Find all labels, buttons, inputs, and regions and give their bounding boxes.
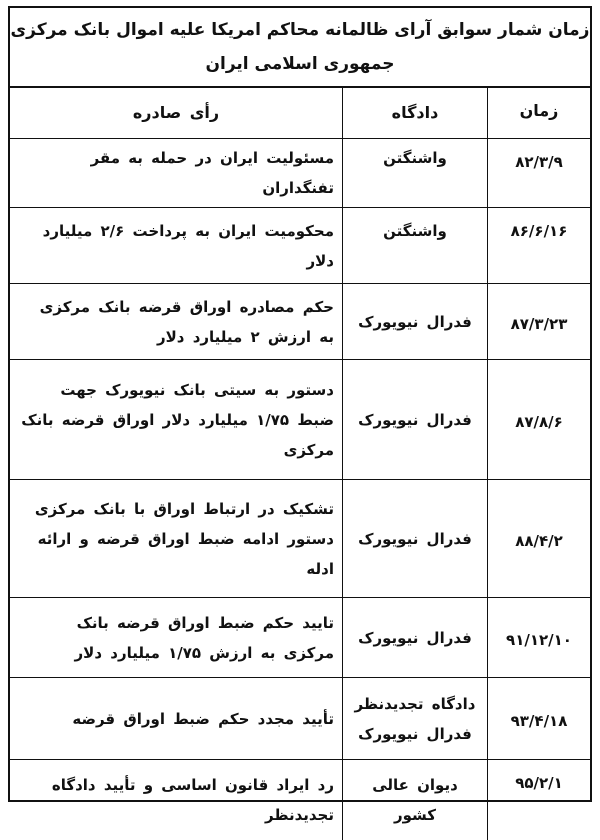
title-line-2: جمهوری اسلامی ایران [205, 54, 395, 74]
header-date: زمان [488, 88, 591, 139]
cell-ruling: تشکیک در ارتباط اوراق با بانک مرکزی دستور ادامه ضبط اوراق قرضه و ارائه ادله [10, 480, 343, 598]
cell-court: دیوان عالی کشور [343, 760, 488, 840]
cell-ruling: تایید حکم ضبط اوراق قرضه بانک مرکزی به ارزش ۱/۷۵ میلیارد دلار [10, 598, 343, 678]
cell-court: فدرال نیویورک [343, 360, 488, 480]
header-court: دادگاه [343, 88, 488, 139]
table-row [10, 208, 590, 284]
table-header-row [10, 88, 590, 139]
table-row [10, 598, 590, 678]
cell-ruling: دستور به سیتی بانک نیویورک جهت ضبط ۱/۷۵ میلیارد دلار اوراق قرضه بانک مرکزی [10, 360, 343, 480]
cell-court: فدرال نیویورک [343, 480, 488, 598]
table-row [10, 139, 590, 208]
cell-date: ۸۶/۶/۱۶ [488, 208, 591, 284]
cell-ruling: حکم مصادره اوراق قرضه بانک مرکزی به ارزش ۲ میلیارد دلار [10, 284, 343, 360]
cell-court: واشنگتن [343, 208, 488, 284]
cell-court: واشنگتن [343, 139, 488, 208]
cell-ruling: تأیید مجدد حکم ضبط اوراق قرضه [10, 678, 343, 760]
cell-court: فدرال نیویورک [343, 284, 488, 360]
cell-ruling: مسئولیت ایران در حمله به مقر تفنگداران [10, 139, 343, 208]
table-row [10, 678, 590, 760]
cell-date: ۸۸/۴/۲ [488, 480, 591, 598]
document-title [10, 8, 590, 88]
rulings-table [10, 88, 590, 840]
table-row [10, 760, 590, 840]
cell-date: ۹۱/۱۲/۱۰ [488, 598, 591, 678]
cell-date: ۸۲/۳/۹ [488, 139, 591, 208]
cell-ruling: محکومیت ایران به پرداخت ۲/۶ میلیارد دلار [10, 208, 343, 284]
cell-date: ۸۷/۳/۲۳ [488, 284, 591, 360]
title-line-1: زمان شمار سوابق آرای ظالمانه محاکم امریکا علیه اموال بانک مرکزی [10, 20, 590, 40]
cell-date: ۸۷/۸/۶ [488, 360, 591, 480]
table-row [10, 480, 590, 598]
cell-date: ۹۵/۲/۱ [488, 760, 591, 840]
cell-ruling: رد ایراد قانون اساسی و تأیید دادگاه تجدیدنظر [10, 760, 343, 840]
document-frame [8, 6, 592, 824]
cell-date: ۹۳/۴/۱۸ [488, 678, 591, 760]
cell-court: دادگاه تجدیدنظر فدرال نیویورک [343, 678, 488, 760]
table-row [10, 360, 590, 480]
table-row [10, 284, 590, 360]
header-ruling: رأی صادره [10, 88, 343, 139]
cell-court: فدرال نیویورک [343, 598, 488, 678]
